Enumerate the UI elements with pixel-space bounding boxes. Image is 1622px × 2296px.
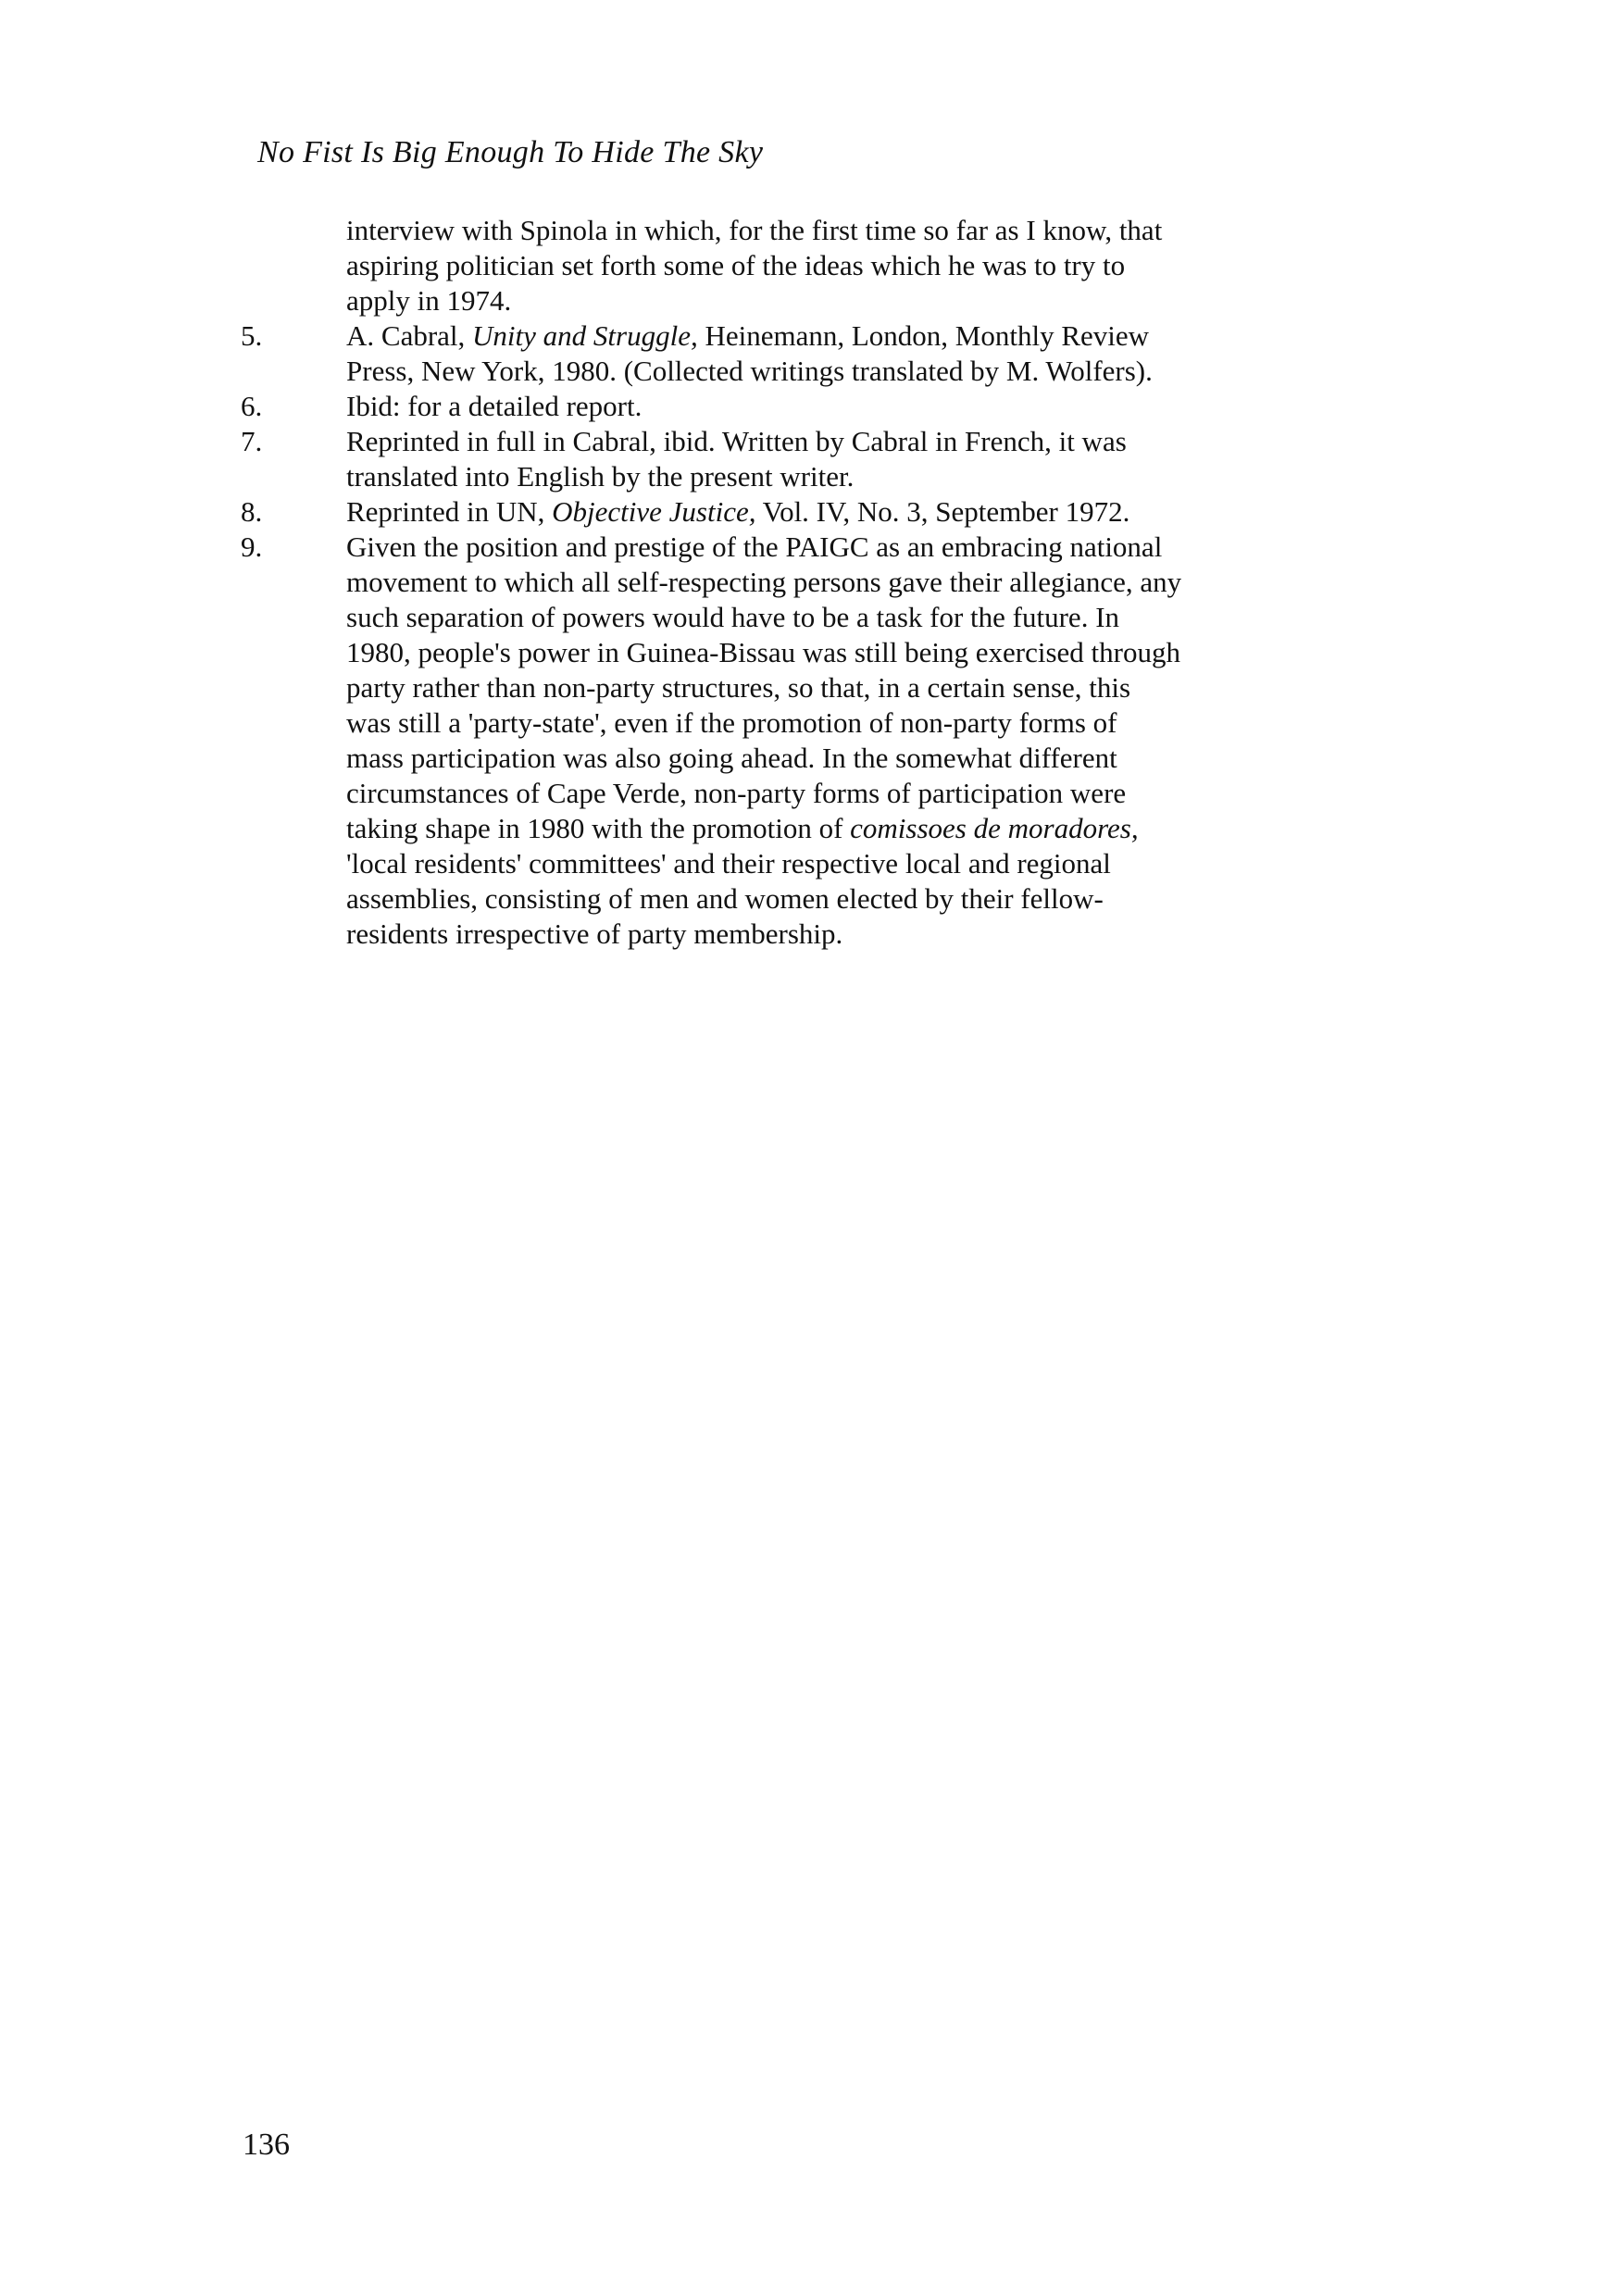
note-line: apply in 1974.: [346, 284, 512, 317]
note-7: [241, 424, 1398, 494]
note-number: 5.: [241, 319, 263, 352]
journal-title: Objective Justice,: [552, 495, 756, 528]
note-text-part: taking shape in 1980 with the promotion of: [346, 812, 851, 844]
note-9: [241, 530, 1398, 952]
note-line: such separation of powers would have to be a task for the future. In: [346, 601, 1120, 633]
note-text: [346, 318, 1398, 389]
note-line: interview with Spinola in which, for the first time so far as I know, that: [346, 214, 1163, 246]
note-text-part: Heinemann, London, Monthly Review: [697, 319, 1150, 352]
note-number: 6.: [241, 390, 263, 422]
note-line: assemblies, consisting of men and women elected by their fellow-: [346, 882, 1104, 915]
note-text: [346, 530, 1398, 952]
note-5: [241, 318, 1398, 389]
note-number: 9.: [241, 530, 263, 563]
note-number: 7.: [241, 425, 263, 457]
note-6: [241, 389, 1398, 424]
book-title: Unity and Struggle,: [472, 319, 698, 352]
foreign-term: comissoes de moradores,: [850, 812, 1139, 844]
note-line: 'local residents' committees' and their respective local and regional: [346, 847, 1111, 880]
note-line: party rather than non-party structures, so that, in a certain sense, this: [346, 671, 1131, 704]
note-4-continuation: [241, 213, 1398, 318]
note-line: Press, New York, 1980. (Collected writings translated by M. Wolfers).: [346, 355, 1153, 387]
note-line: Given the position and prestige of the PAIGC as an embracing national: [346, 530, 1163, 563]
note-8: [241, 494, 1398, 530]
note-line: mass participation was also going ahead. In the somewhat different: [346, 742, 1117, 774]
note-text-part: A. Cabral,: [346, 319, 473, 352]
note-number: 8.: [241, 495, 263, 528]
running-title: No Fist Is Big Enough To Hide The Sky: [257, 135, 764, 169]
note-text: [346, 494, 1398, 530]
note-line: [346, 811, 1398, 846]
page-number: 136: [243, 2128, 290, 2162]
note-line: circumstances of Cape Verde, non-party forms of participation were: [346, 777, 1127, 809]
note-line: translated into English by the present writer.: [346, 460, 855, 493]
note-line: aspiring politician set forth some of the ideas which he was to try to: [346, 249, 1126, 281]
note-text-part: Vol. IV, No. 3, September 1972.: [755, 495, 1130, 528]
endnotes: [241, 213, 1398, 952]
note-line: Reprinted in full in Cabral, ibid. Written by Cabral in French, it was: [346, 425, 1127, 457]
note-line: residents irrespective of party membership.: [346, 917, 843, 950]
note-line: movement to which all self-respecting persons gave their allegiance, any: [346, 566, 1182, 598]
note-line: [346, 318, 1398, 354]
note-text-part: Reprinted in UN,: [346, 495, 553, 528]
note-text: [346, 424, 1398, 494]
note-line: 1980, people's power in Guinea-Bissau was still being exercised through: [346, 636, 1180, 668]
note-text: Ibid: for a detailed report.: [346, 390, 643, 422]
note-line: was still a 'party-state', even if the promotion of non-party forms of: [346, 706, 1117, 739]
